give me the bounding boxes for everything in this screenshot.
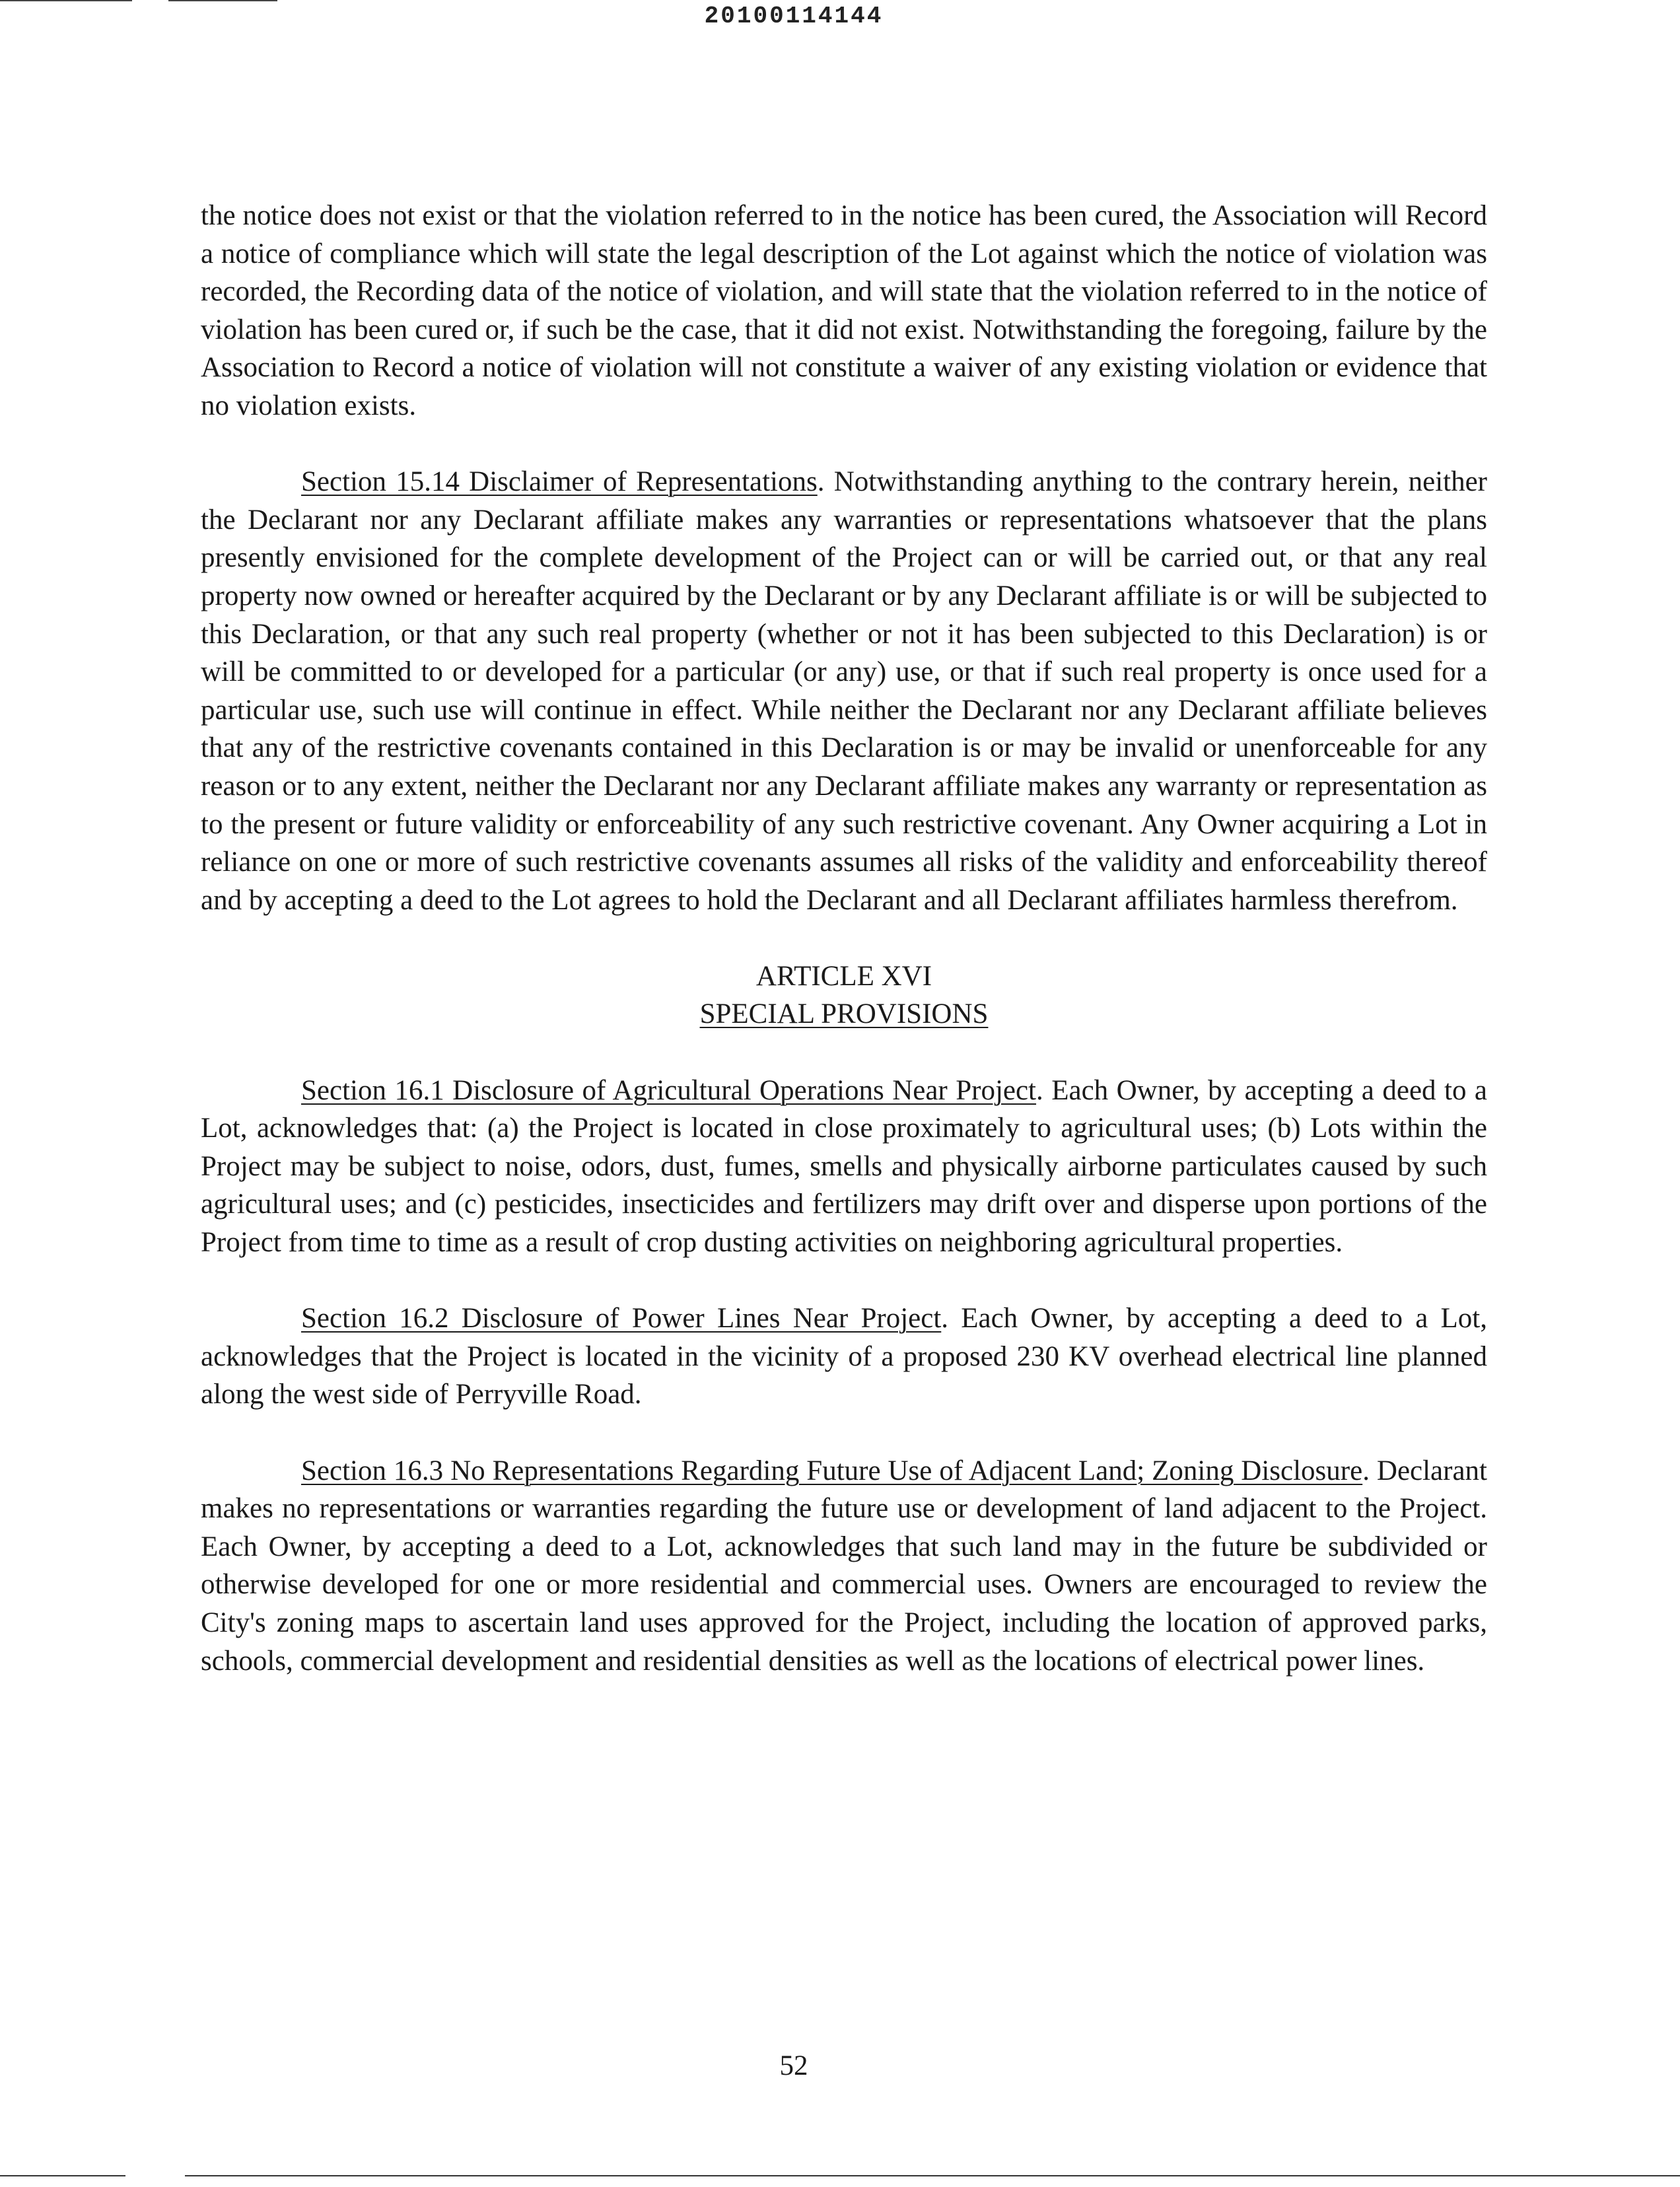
section-15-14-heading: Section 15.14 Disclaimer of Representations xyxy=(301,466,818,498)
article-heading xyxy=(201,957,1487,1033)
section-16-2-heading: Section 16.2 Disclosure of Power Lines Near Project xyxy=(301,1303,942,1335)
page-number: 52 xyxy=(779,2050,808,2081)
section-16-1-heading: Section 16.1 Disclosure of Agricultural Operations Near Project xyxy=(301,1074,1037,1106)
section-16-1-paragraph xyxy=(201,1072,1487,1262)
section-16-2-paragraph xyxy=(201,1300,1487,1414)
article-title: SPECIAL PROVISIONS xyxy=(699,998,989,1030)
article-number: ARTICLE XVI xyxy=(755,960,932,992)
document-body xyxy=(201,197,1487,1718)
section-16-2-body: . Each Owner, by accepting a deed to a Lot, acknowledges that the Project is located in the vicinity of a proposed 230 KV overhead electrical line planned along the west side of Perryville Road. xyxy=(201,1303,1487,1410)
article-title-line xyxy=(201,995,1487,1033)
bottom-scan-rule-right xyxy=(185,2175,1680,2176)
section-16-3-paragraph xyxy=(201,1452,1487,1681)
section-15-14-paragraph xyxy=(201,463,1487,919)
bottom-scan-rule-left xyxy=(0,2175,125,2176)
section-15-14-body: . Notwithstanding anything to the contrary herein, neither the Declarant nor any Declarant affiliate makes any warranties or representations whatsoever that the plans presently envisioned for the complete development of the Project can or will be carried out, or that any real property now owned or hereafter acquired by the Declarant or by any Declarant affiliate is or will be subjected to this Declaration, or that any such real property (whether or not it has been subjected to this Declaration) is or will be committed to or developed for a particular (or any) use, or that if such real property is once used for a particular use, such use will continue in effect. While neither the Declarant nor any Declarant affiliate believes that any of the restrictive covenants contained in this Declaration is or may be invalid or unenforceable for any reason or to any extent, neither the Declarant nor any Declarant affiliate makes any warranty or representation as to the present or future validity or enforceability of any such restrictive covenant. Any Owner acquiring a Lot in reliance on one or more of such restrictive covenants assumes all risks of the validity and enforceability thereof and by accepting a deed to the Lot agrees to hold the Declarant and all Declarant affiliates harmless therefrom. xyxy=(201,466,1487,916)
top-scan-rule-left xyxy=(0,0,132,1)
top-scan-rule-right xyxy=(168,0,277,1)
section-16-3-body: . Declarant makes no representations or warranties regarding the future use or development of land adjacent to the Project. Each Owner, by accepting a deed to a Lot, acknowledges that such land may in the future be subdivided or otherwise developed for one or more residential and commercial uses. Owners are encouraged to review the City's zoning maps to ascertain land uses approved for the Project, including the location of approved parks, schools, commercial development and residential densities as well as the locations of electrical power lines. xyxy=(201,1455,1487,1677)
section-16-3-heading: Section 16.3 No Representations Regarding Future Use of Adjacent Land; Zoning Disclosure xyxy=(301,1455,1363,1486)
document-number: 20100114144 xyxy=(704,3,884,30)
continuation-paragraph: the notice does not exist or that the violation referred to in the notice has been cured, the Association will Record a notice of compliance which will state the legal description of the Lot against which the notice of violation was recorded, the Recording data of the notice of violation, and will state that the violation referred to in the notice of violation has been cured or, if such be the case, that it did not exist. Notwithstanding the foregoing, failure by the Association to Record a notice of violation will not constitute a waiver of any existing violation or evidence that no violation exists. xyxy=(201,200,1487,421)
section-16-1-body: . Each Owner, by accepting a deed to a Lot, acknowledges that: (a) the Project is located in close proximately to agricultural uses; (b) Lots within the Project may be subject to noise, odors, dust, fumes, smells and physically airborne particulates caused by such agricultural uses; and (c) pesticides, insecticides and fertilizers may drift over and disperse upon portions of the Project from time to time as a result of crop dusting activities on neighboring agricultural properties. xyxy=(201,1074,1487,1259)
